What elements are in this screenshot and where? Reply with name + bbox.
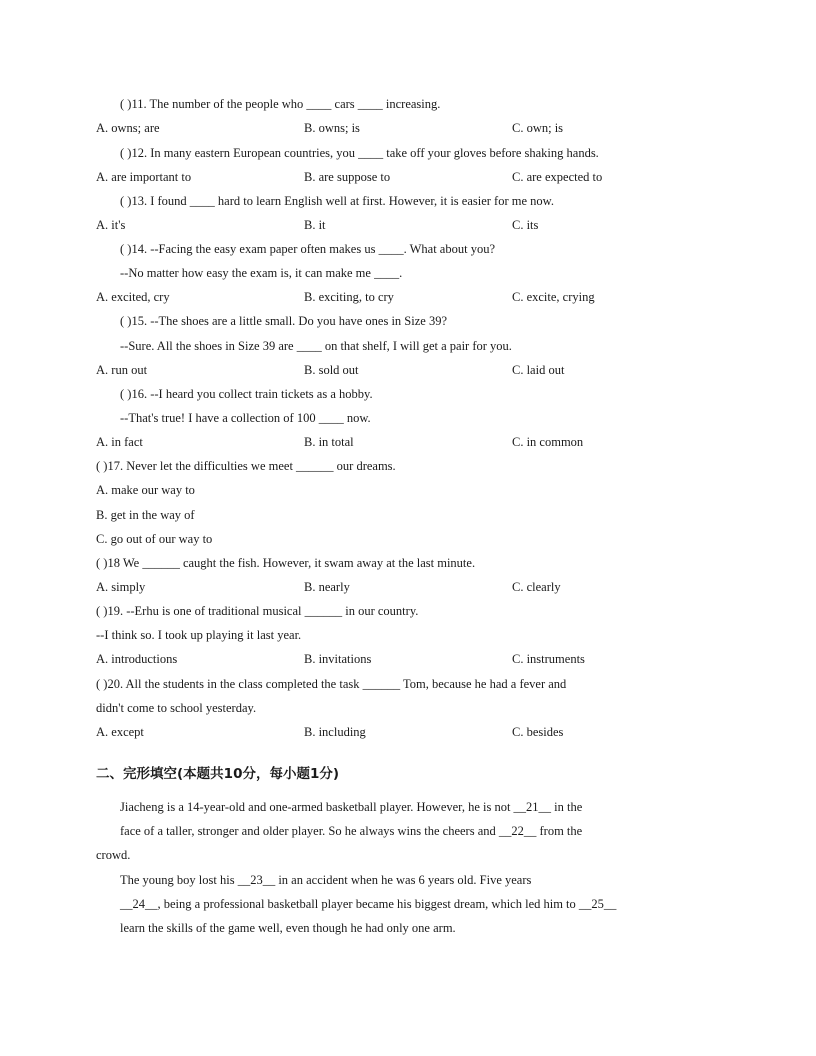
- section-heading: 二、完形填空(本题共10分，每小题1分): [96, 766, 340, 782]
- question-17-stem: ( )17. Never let the difficulties we meet ______ our dreams.: [96, 459, 396, 473]
- question-12-option-c: C. are expected to: [512, 170, 603, 184]
- passage-line: face of a taller, stronger and older player. So he always wins the cheers and __22__ from the: [120, 824, 583, 838]
- question-20-stem-continued: didn't come to school yesterday.: [96, 701, 257, 715]
- passage-line: The young boy lost his __23__ in an accident when he was 6 years old. Five years: [120, 873, 532, 887]
- question-15-option-b: B. sold out: [304, 363, 359, 377]
- question-15-stem: ( )15. --The shoes are a little small. Do you have ones in Size 39?: [120, 314, 447, 328]
- question-13-stem: ( )13. I found ____ hard to learn English well at first. However, it is easier for me now.: [120, 194, 554, 208]
- question-15-option-c: C. laid out: [512, 363, 565, 377]
- question-19-stem-reply: --I think so. I took up playing it last year.: [96, 628, 302, 642]
- question-12-stem: ( )12. In many eastern European countries, you ____ take off your gloves before shaking hands.: [120, 146, 599, 160]
- question-15-option-a: A. run out: [96, 363, 148, 377]
- question-18-option-b: B. nearly: [304, 580, 350, 594]
- question-20-option-a: A. except: [96, 725, 144, 739]
- question-20-stem: ( )20. All the students in the class completed the task ______ Tom, because he had a fever and: [96, 677, 567, 691]
- question-19-option-b: B. invitations: [304, 652, 372, 666]
- question-14-stem: ( )14. --Facing the easy exam paper often makes us ____. What about you?: [120, 242, 495, 256]
- question-18-option-a: A. simply: [96, 580, 146, 594]
- question-20-option-c: C. besides: [512, 725, 564, 739]
- question-14-option-a: A. excited, cry: [96, 290, 170, 304]
- question-12-option-b: B. are suppose to: [304, 170, 391, 184]
- question-17-option-b: B. get in the way of: [96, 508, 195, 522]
- passage-line: Jiacheng is a 14-year-old and one-armed basketball player. However, he is not __21__ in the: [120, 800, 583, 814]
- question-19-stem: ( )19. --Erhu is one of traditional musical ______ in our country.: [96, 604, 419, 618]
- passage-line: __24__, being a professional basketball player became his biggest dream, which led him to __25__: [120, 897, 617, 911]
- question-19-option-a: A. introductions: [96, 652, 178, 666]
- question-16-stem-reply: --That's true! I have a collection of 100 ____ now.: [120, 411, 371, 425]
- question-11-option-c: C. own; is: [512, 121, 564, 135]
- question-17-option-a: A. make our way to: [96, 483, 195, 497]
- question-13-option-a: A. it's: [96, 218, 126, 232]
- passage-line: learn the skills of the game well, even though he had only one arm.: [120, 921, 456, 935]
- question-11-option-a: A. owns; are: [96, 121, 160, 135]
- question-15-stem-reply: --Sure. All the shoes in Size 39 are ____ on that shelf, I will get a pair for you.: [120, 339, 512, 353]
- question-16-option-c: C. in common: [512, 435, 584, 449]
- question-16-stem: ( )16. --I heard you collect train tickets as a hobby.: [120, 387, 373, 401]
- question-19-option-c: C. instruments: [512, 652, 585, 666]
- question-20-option-b: B. including: [304, 725, 366, 739]
- question-16-option-b: B. in total: [304, 435, 354, 449]
- question-16-option-a: A. in fact: [96, 435, 143, 449]
- question-14-option-c: C. excite, crying: [512, 290, 595, 304]
- question-13-option-b: B. it: [304, 218, 326, 232]
- question-18-stem: ( )18 We ______ caught the fish. However, it swam away at the last minute.: [96, 556, 476, 570]
- question-12-option-a: A. are important to: [96, 170, 192, 184]
- question-13-option-c: C. its: [512, 218, 539, 232]
- question-14-stem-reply: --No matter how easy the exam is, it can make me ____.: [120, 266, 403, 280]
- question-11-stem: ( )11. The number of the people who ____ cars ____ increasing.: [120, 97, 441, 111]
- passage-line: crowd.: [96, 848, 131, 862]
- question-17-option-c: C. go out of our way to: [96, 532, 213, 546]
- question-18-option-c: C. clearly: [512, 580, 561, 594]
- question-11-option-b: B. owns; is: [304, 121, 360, 135]
- question-14-option-b: B. exciting, to cry: [304, 290, 394, 304]
